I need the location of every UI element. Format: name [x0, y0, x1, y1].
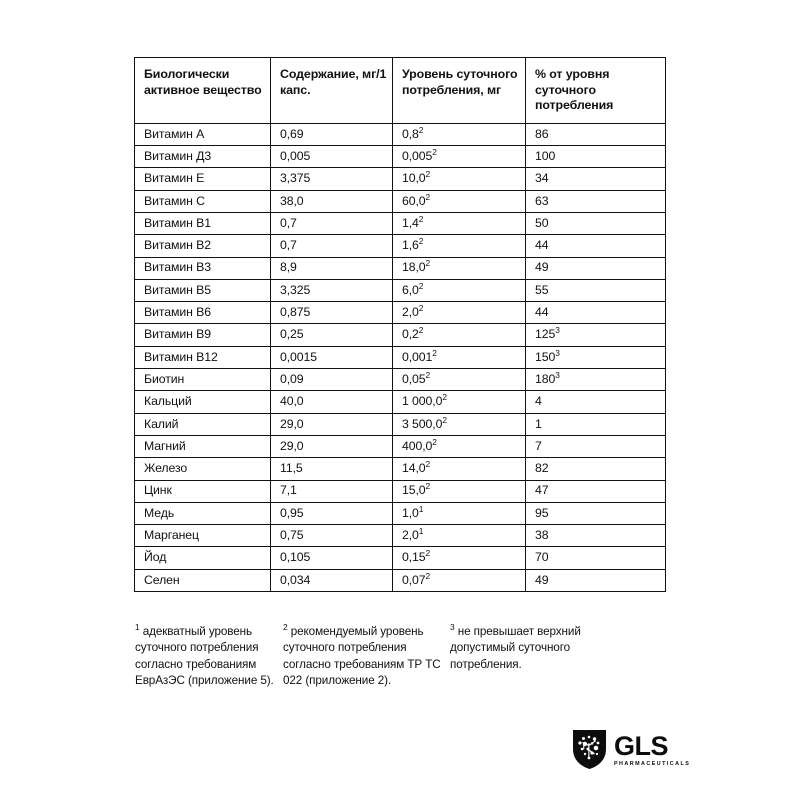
- cell-content: [271, 190, 393, 212]
- cell-percent-value: 44: [535, 238, 549, 253]
- cell-daily-level-value: 0,8: [402, 126, 419, 141]
- cell-daily-level-superscript: 2: [418, 325, 424, 336]
- cell-substance: [135, 302, 271, 324]
- cell-substance-value: Магний: [144, 438, 186, 453]
- table-row: [135, 435, 666, 457]
- cell-daily-level: [393, 212, 526, 234]
- cell-substance-value: Витамин В6: [144, 305, 211, 320]
- table-row: [135, 257, 666, 279]
- cell-content: [271, 547, 393, 569]
- cell-daily-level-superscript: 2: [425, 169, 431, 180]
- column-header-substance: Биологически активное вещество: [135, 58, 271, 124]
- cell-daily-level-value: 6,0: [402, 282, 419, 297]
- cell-percent-value: 82: [535, 461, 549, 476]
- cell-substance-value: Витамин В9: [144, 327, 211, 342]
- cell-percent-value: 44: [535, 305, 549, 320]
- cell-percent-value: 50: [535, 215, 549, 230]
- table-row: [135, 391, 666, 413]
- table-row: [135, 190, 666, 212]
- cell-substance: [135, 525, 271, 547]
- cell-content-value: 3,375: [280, 171, 311, 186]
- cell-substance: [135, 123, 271, 145]
- cell-daily-level-value: 0,001: [402, 349, 433, 364]
- cell-percent-value: 125: [535, 327, 556, 342]
- cell-percent-value: 100: [535, 148, 556, 163]
- cell-substance-value: Витамин В1: [144, 215, 211, 230]
- cell-daily-level-value: 2,0: [402, 305, 419, 320]
- cell-percent: [526, 480, 666, 502]
- cell-daily-level: [393, 458, 526, 480]
- cell-substance-value: Цинк: [144, 483, 172, 498]
- cell-content: [271, 569, 393, 591]
- cell-daily-level-superscript: 2: [442, 392, 447, 403]
- cell-daily-level-value: 0,15: [402, 550, 426, 565]
- cell-percent-superscript: 3: [555, 347, 560, 358]
- cell-daily-level-superscript: 1: [418, 503, 424, 514]
- cell-content: [271, 525, 393, 547]
- cell-daily-level: [393, 257, 526, 279]
- cell-substance: [135, 279, 271, 301]
- cell-substance-value: Витамин Д3: [144, 148, 212, 163]
- cell-content: [271, 324, 393, 346]
- footnote-1-text: адекватный уровень суточного потребления согласно требованиям ЕврАзЭС (приложение 5).: [135, 625, 274, 688]
- cell-percent: [526, 547, 666, 569]
- cell-substance-value: Кальций: [144, 394, 192, 409]
- shield-molecule-icon: [572, 729, 607, 770]
- footnote-3: [450, 624, 600, 690]
- footnote-1: [135, 624, 283, 690]
- cell-daily-level: [393, 324, 526, 346]
- cell-percent-value: 49: [535, 572, 549, 587]
- cell-content-value: 0,95: [280, 505, 304, 520]
- cell-daily-level-value: 1,0: [402, 505, 419, 520]
- table-body: [135, 123, 666, 591]
- cell-percent-value: 1: [535, 416, 542, 431]
- cell-percent: [526, 324, 666, 346]
- cell-content-value: 0,7: [280, 238, 297, 253]
- table-header-row: [135, 58, 666, 124]
- cell-substance: [135, 235, 271, 257]
- footnote-3-text: не превышает верхний допустимый суточного потребления.: [450, 625, 581, 671]
- cell-content: [271, 458, 393, 480]
- cell-substance-value: Йод: [144, 550, 167, 565]
- cell-daily-level: [393, 369, 526, 391]
- cell-content-value: 0,875: [280, 305, 311, 320]
- cell-content-value: 3,325: [280, 282, 311, 297]
- cell-content: [271, 391, 393, 413]
- composition-table-container: [134, 57, 666, 592]
- cell-substance: [135, 569, 271, 591]
- footnote-2-text: рекомендуемый уровень суточного потребления согласно требованиям ТР ТС 022 (приложение 2).: [283, 625, 441, 688]
- cell-daily-level-value: 60,0: [402, 193, 426, 208]
- cell-content-value: 38,0: [280, 193, 304, 208]
- cell-percent-value: 70: [535, 550, 549, 565]
- cell-content: [271, 146, 393, 168]
- cell-percent-value: 47: [535, 483, 549, 498]
- cell-percent: [526, 212, 666, 234]
- cell-content: [271, 413, 393, 435]
- cell-content-value: 29,0: [280, 438, 304, 453]
- cell-percent: [526, 346, 666, 368]
- cell-content: [271, 435, 393, 457]
- cell-content: [271, 235, 393, 257]
- cell-percent-value: 180: [535, 371, 556, 386]
- cell-percent: [526, 369, 666, 391]
- cell-daily-level-superscript: 2: [418, 236, 424, 247]
- cell-daily-level: [393, 502, 526, 524]
- footnote-2-marker: 2: [283, 622, 288, 633]
- cell-daily-level-value: 1 000,0: [402, 394, 443, 409]
- cell-substance: [135, 369, 271, 391]
- cell-daily-level: [393, 279, 526, 301]
- table-row: [135, 502, 666, 524]
- cell-daily-level: [393, 569, 526, 591]
- cell-substance-value: Витамин С: [144, 193, 205, 208]
- cell-percent-value: 63: [535, 193, 549, 208]
- cell-daily-level-value: 400,0: [402, 438, 433, 453]
- cell-substance: [135, 346, 271, 368]
- cell-daily-level: [393, 547, 526, 569]
- cell-daily-level-superscript: 2: [432, 347, 437, 358]
- cell-substance: [135, 458, 271, 480]
- cell-content: [271, 502, 393, 524]
- cell-daily-level-superscript: 2: [418, 302, 424, 313]
- cell-percent: [526, 146, 666, 168]
- cell-percent-value: 95: [535, 505, 549, 520]
- cell-daily-level: [393, 146, 526, 168]
- table-row: [135, 547, 666, 569]
- table-row: [135, 569, 666, 591]
- cell-percent: [526, 435, 666, 457]
- cell-percent: [526, 235, 666, 257]
- cell-percent: [526, 168, 666, 190]
- cell-content-value: 8,9: [280, 260, 297, 275]
- cell-content-value: 40,0: [280, 394, 304, 409]
- cell-daily-level-superscript: 2: [425, 258, 431, 269]
- cell-daily-level: [393, 123, 526, 145]
- logo-wordmark: GLS: [614, 730, 669, 761]
- cell-content: [271, 123, 393, 145]
- cell-daily-level-superscript: 2: [425, 548, 431, 559]
- cell-percent-value: 34: [535, 171, 549, 186]
- cell-daily-level: [393, 346, 526, 368]
- cell-daily-level-superscript: 2: [425, 481, 431, 492]
- cell-daily-level: [393, 480, 526, 502]
- logo-text-block: [614, 732, 690, 768]
- cell-substance: [135, 502, 271, 524]
- cell-percent: [526, 569, 666, 591]
- table-row: [135, 525, 666, 547]
- cell-percent: [526, 391, 666, 413]
- cell-percent-value: 55: [535, 282, 549, 297]
- cell-daily-level-superscript: 2: [425, 459, 431, 470]
- column-header-percent: % от уровня суточного потребления: [526, 58, 666, 124]
- cell-content-value: 0,69: [280, 126, 304, 141]
- cell-content-value: 11,5: [280, 461, 303, 476]
- cell-substance-value: Витамин В12: [144, 349, 218, 364]
- cell-percent: [526, 123, 666, 145]
- cell-substance: [135, 547, 271, 569]
- cell-content: [271, 302, 393, 324]
- cell-substance-value: Витамин В3: [144, 260, 211, 275]
- cell-content-value: 0,0015: [280, 349, 318, 364]
- table-row: [135, 346, 666, 368]
- cell-percent: [526, 257, 666, 279]
- cell-percent-superscript: 3: [555, 369, 560, 380]
- table-row: [135, 212, 666, 234]
- table-row: [135, 168, 666, 190]
- gls-logo: [572, 729, 690, 770]
- cell-substance: [135, 190, 271, 212]
- cell-daily-level-superscript: 2: [425, 570, 431, 581]
- cell-percent: [526, 525, 666, 547]
- cell-daily-level: [393, 235, 526, 257]
- cell-substance: [135, 391, 271, 413]
- cell-daily-level: [393, 525, 526, 547]
- cell-daily-level-value: 0,07: [402, 572, 426, 587]
- footnote-3-marker: 3: [450, 622, 455, 633]
- cell-percent-value: 4: [535, 394, 542, 409]
- cell-content-value: 0,75: [280, 528, 304, 543]
- cell-substance: [135, 168, 271, 190]
- cell-percent: [526, 458, 666, 480]
- cell-substance-value: Биотин: [144, 371, 185, 386]
- table-header: [135, 58, 666, 124]
- cell-substance: [135, 257, 271, 279]
- cell-daily-level-superscript: 1: [418, 525, 424, 536]
- cell-substance-value: Железо: [144, 461, 188, 476]
- cell-substance-value: Селен: [144, 572, 180, 587]
- cell-daily-level-value: 1,4: [402, 215, 419, 230]
- cell-daily-level-superscript: 2: [442, 414, 447, 425]
- footnote-1-marker: 1: [135, 622, 140, 633]
- logo-tagline: PHARMACEUTICALS: [614, 760, 691, 767]
- cell-content-value: 0,7: [280, 215, 297, 230]
- cell-daily-level-value: 1,6: [402, 238, 419, 253]
- column-header-daily-level: Уровень суточного потребления, мг: [393, 58, 526, 124]
- cell-percent-value: 38: [535, 528, 549, 543]
- cell-daily-level: [393, 413, 526, 435]
- table-row: [135, 413, 666, 435]
- table-row: [135, 458, 666, 480]
- cell-daily-level-value: 0,2: [402, 327, 419, 342]
- footnote-2: [283, 624, 450, 690]
- cell-daily-level: [393, 302, 526, 324]
- cell-daily-level: [393, 435, 526, 457]
- cell-content: [271, 369, 393, 391]
- cell-daily-level-value: 14,0: [402, 461, 426, 476]
- cell-daily-level-value: 0,005: [402, 148, 433, 163]
- cell-percent-superscript: 3: [555, 325, 560, 336]
- cell-substance-value: Витамин Е: [144, 171, 205, 186]
- cell-substance-value: Витамин А: [144, 126, 205, 141]
- cell-content-value: 0,034: [280, 572, 311, 587]
- cell-content-value: 0,105: [280, 550, 311, 565]
- cell-daily-level-superscript: 2: [418, 124, 424, 135]
- cell-content: [271, 346, 393, 368]
- cell-content: [271, 279, 393, 301]
- cell-content-value: 0,005: [280, 148, 311, 163]
- cell-daily-level-value: 15,0: [402, 483, 426, 498]
- cell-content-value: 29,0: [280, 416, 304, 431]
- cell-daily-level-superscript: 2: [425, 191, 431, 202]
- table-row: [135, 279, 666, 301]
- cell-substance-value: Витамин В2: [144, 238, 211, 253]
- cell-daily-level-superscript: 2: [432, 436, 437, 447]
- cell-content: [271, 168, 393, 190]
- table-row: [135, 235, 666, 257]
- cell-daily-level: [393, 190, 526, 212]
- cell-percent-value: 7: [535, 438, 542, 453]
- cell-substance: [135, 324, 271, 346]
- cell-percent-value: 150: [535, 349, 556, 364]
- cell-percent: [526, 190, 666, 212]
- cell-percent: [526, 413, 666, 435]
- table-row: [135, 324, 666, 346]
- cell-daily-level-value: 18,0: [402, 260, 426, 275]
- cell-percent: [526, 502, 666, 524]
- cell-percent-value: 49: [535, 260, 549, 275]
- cell-daily-level-value: 2,0: [402, 528, 419, 543]
- cell-percent-value: 86: [535, 126, 549, 141]
- table-row: [135, 369, 666, 391]
- cell-daily-level: [393, 168, 526, 190]
- cell-content: [271, 212, 393, 234]
- cell-substance-value: Витамин В5: [144, 282, 211, 297]
- column-header-content: Содержание, мг/1 капс.: [271, 58, 393, 124]
- cell-daily-level-value: 3 500,0: [402, 416, 443, 431]
- cell-daily-level: [393, 391, 526, 413]
- cell-percent: [526, 279, 666, 301]
- cell-daily-level-superscript: 2: [432, 146, 437, 157]
- cell-substance: [135, 435, 271, 457]
- cell-percent: [526, 302, 666, 324]
- cell-daily-level-value: 0,05: [402, 371, 426, 386]
- cell-content: [271, 480, 393, 502]
- cell-substance: [135, 480, 271, 502]
- cell-substance: [135, 413, 271, 435]
- cell-daily-level-superscript: 2: [418, 280, 424, 291]
- cell-content-value: 0,09: [280, 371, 304, 386]
- table-row: [135, 302, 666, 324]
- cell-content: [271, 257, 393, 279]
- cell-substance-value: Медь: [144, 505, 175, 520]
- cell-substance: [135, 146, 271, 168]
- cell-daily-level-superscript: 2: [418, 213, 424, 224]
- table-row: [135, 123, 666, 145]
- cell-daily-level-value: 10,0: [402, 171, 426, 186]
- cell-substance: [135, 212, 271, 234]
- cell-content-value: 7,1: [280, 483, 297, 498]
- footnotes-container: [135, 624, 680, 690]
- cell-substance-value: Калий: [144, 416, 179, 431]
- cell-content-value: 0,25: [280, 327, 304, 342]
- cell-substance-value: Марганец: [144, 528, 199, 543]
- cell-daily-level-superscript: 2: [425, 369, 431, 380]
- table-row: [135, 480, 666, 502]
- table-row: [135, 146, 666, 168]
- composition-table: [134, 57, 666, 592]
